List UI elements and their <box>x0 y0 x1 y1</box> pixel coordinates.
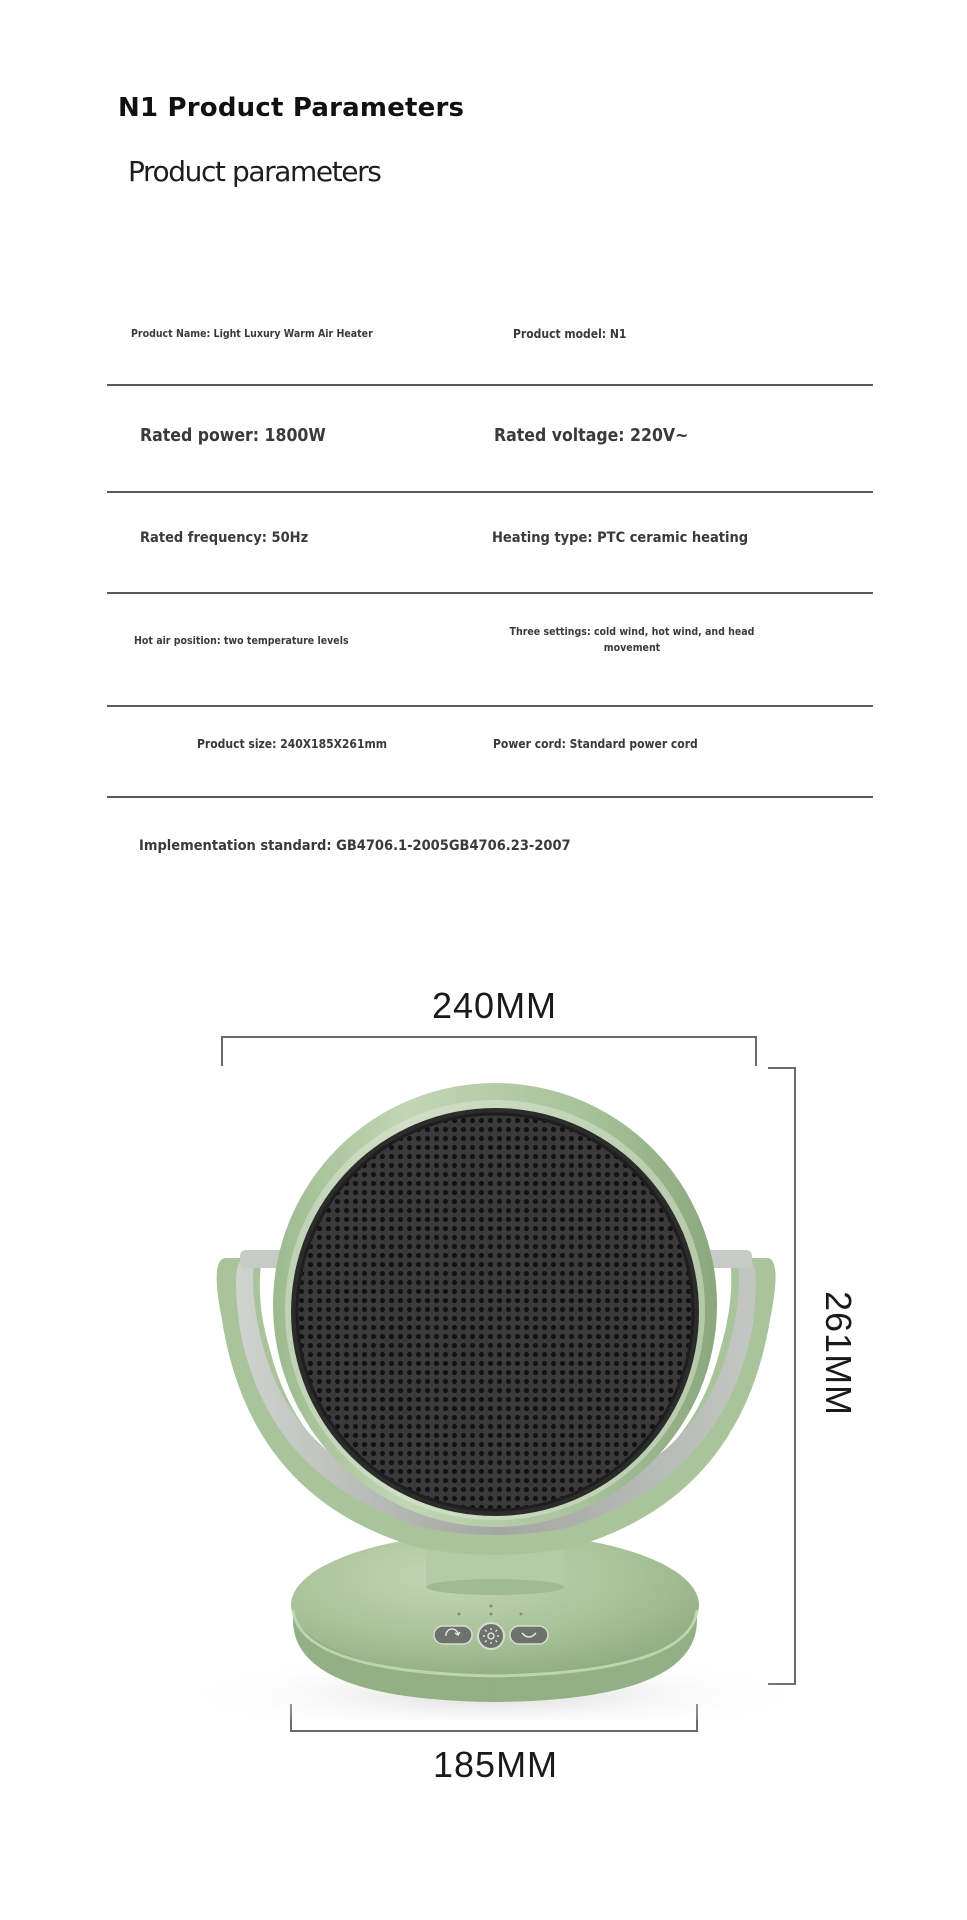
param-implementation-standard: Implementation standard: GB4706.1-2005GB4706.23-2007 <box>139 838 571 854</box>
param-rated-frequency: Rated frequency: 50Hz <box>140 530 309 546</box>
param-heating-type: Heating type: PTC ceramic heating <box>492 530 749 546</box>
row-divider <box>107 491 873 493</box>
row-divider <box>107 592 873 594</box>
page-subtitle: Product parameters <box>128 155 381 188</box>
row-divider <box>107 796 873 798</box>
param-product-size: Product size: 240X185X261mm <box>197 737 387 751</box>
depth-dimension-label: 185MM <box>433 1744 559 1785</box>
param-product-model: Product model: N1 <box>513 327 627 341</box>
param-product-name: Product Name: Light Luxury Warm Air Heater <box>131 328 373 340</box>
param-rated-power: Rated power: 1800W <box>140 426 326 446</box>
param-rated-voltage: Rated voltage: 220V~ <box>494 426 689 446</box>
grille-icon <box>297 1114 693 1510</box>
param-hot-air-position: Hot air position: two temperature levels <box>134 635 349 647</box>
page-title: N1 Product Parameters <box>118 93 465 123</box>
row-divider <box>107 705 873 707</box>
product-image-heater <box>150 1060 850 1720</box>
param-three-settings: Three settings: cold wind, hot wind, and head movement <box>509 626 755 654</box>
row-divider <box>107 384 873 386</box>
height-dimension-label: 261MM <box>818 1291 859 1417</box>
heat-button <box>478 1623 504 1649</box>
param-power-cord: Power cord: Standard power cord <box>493 737 698 751</box>
mode-button <box>510 1626 548 1644</box>
width-dimension-label: 240MM <box>432 985 558 1026</box>
